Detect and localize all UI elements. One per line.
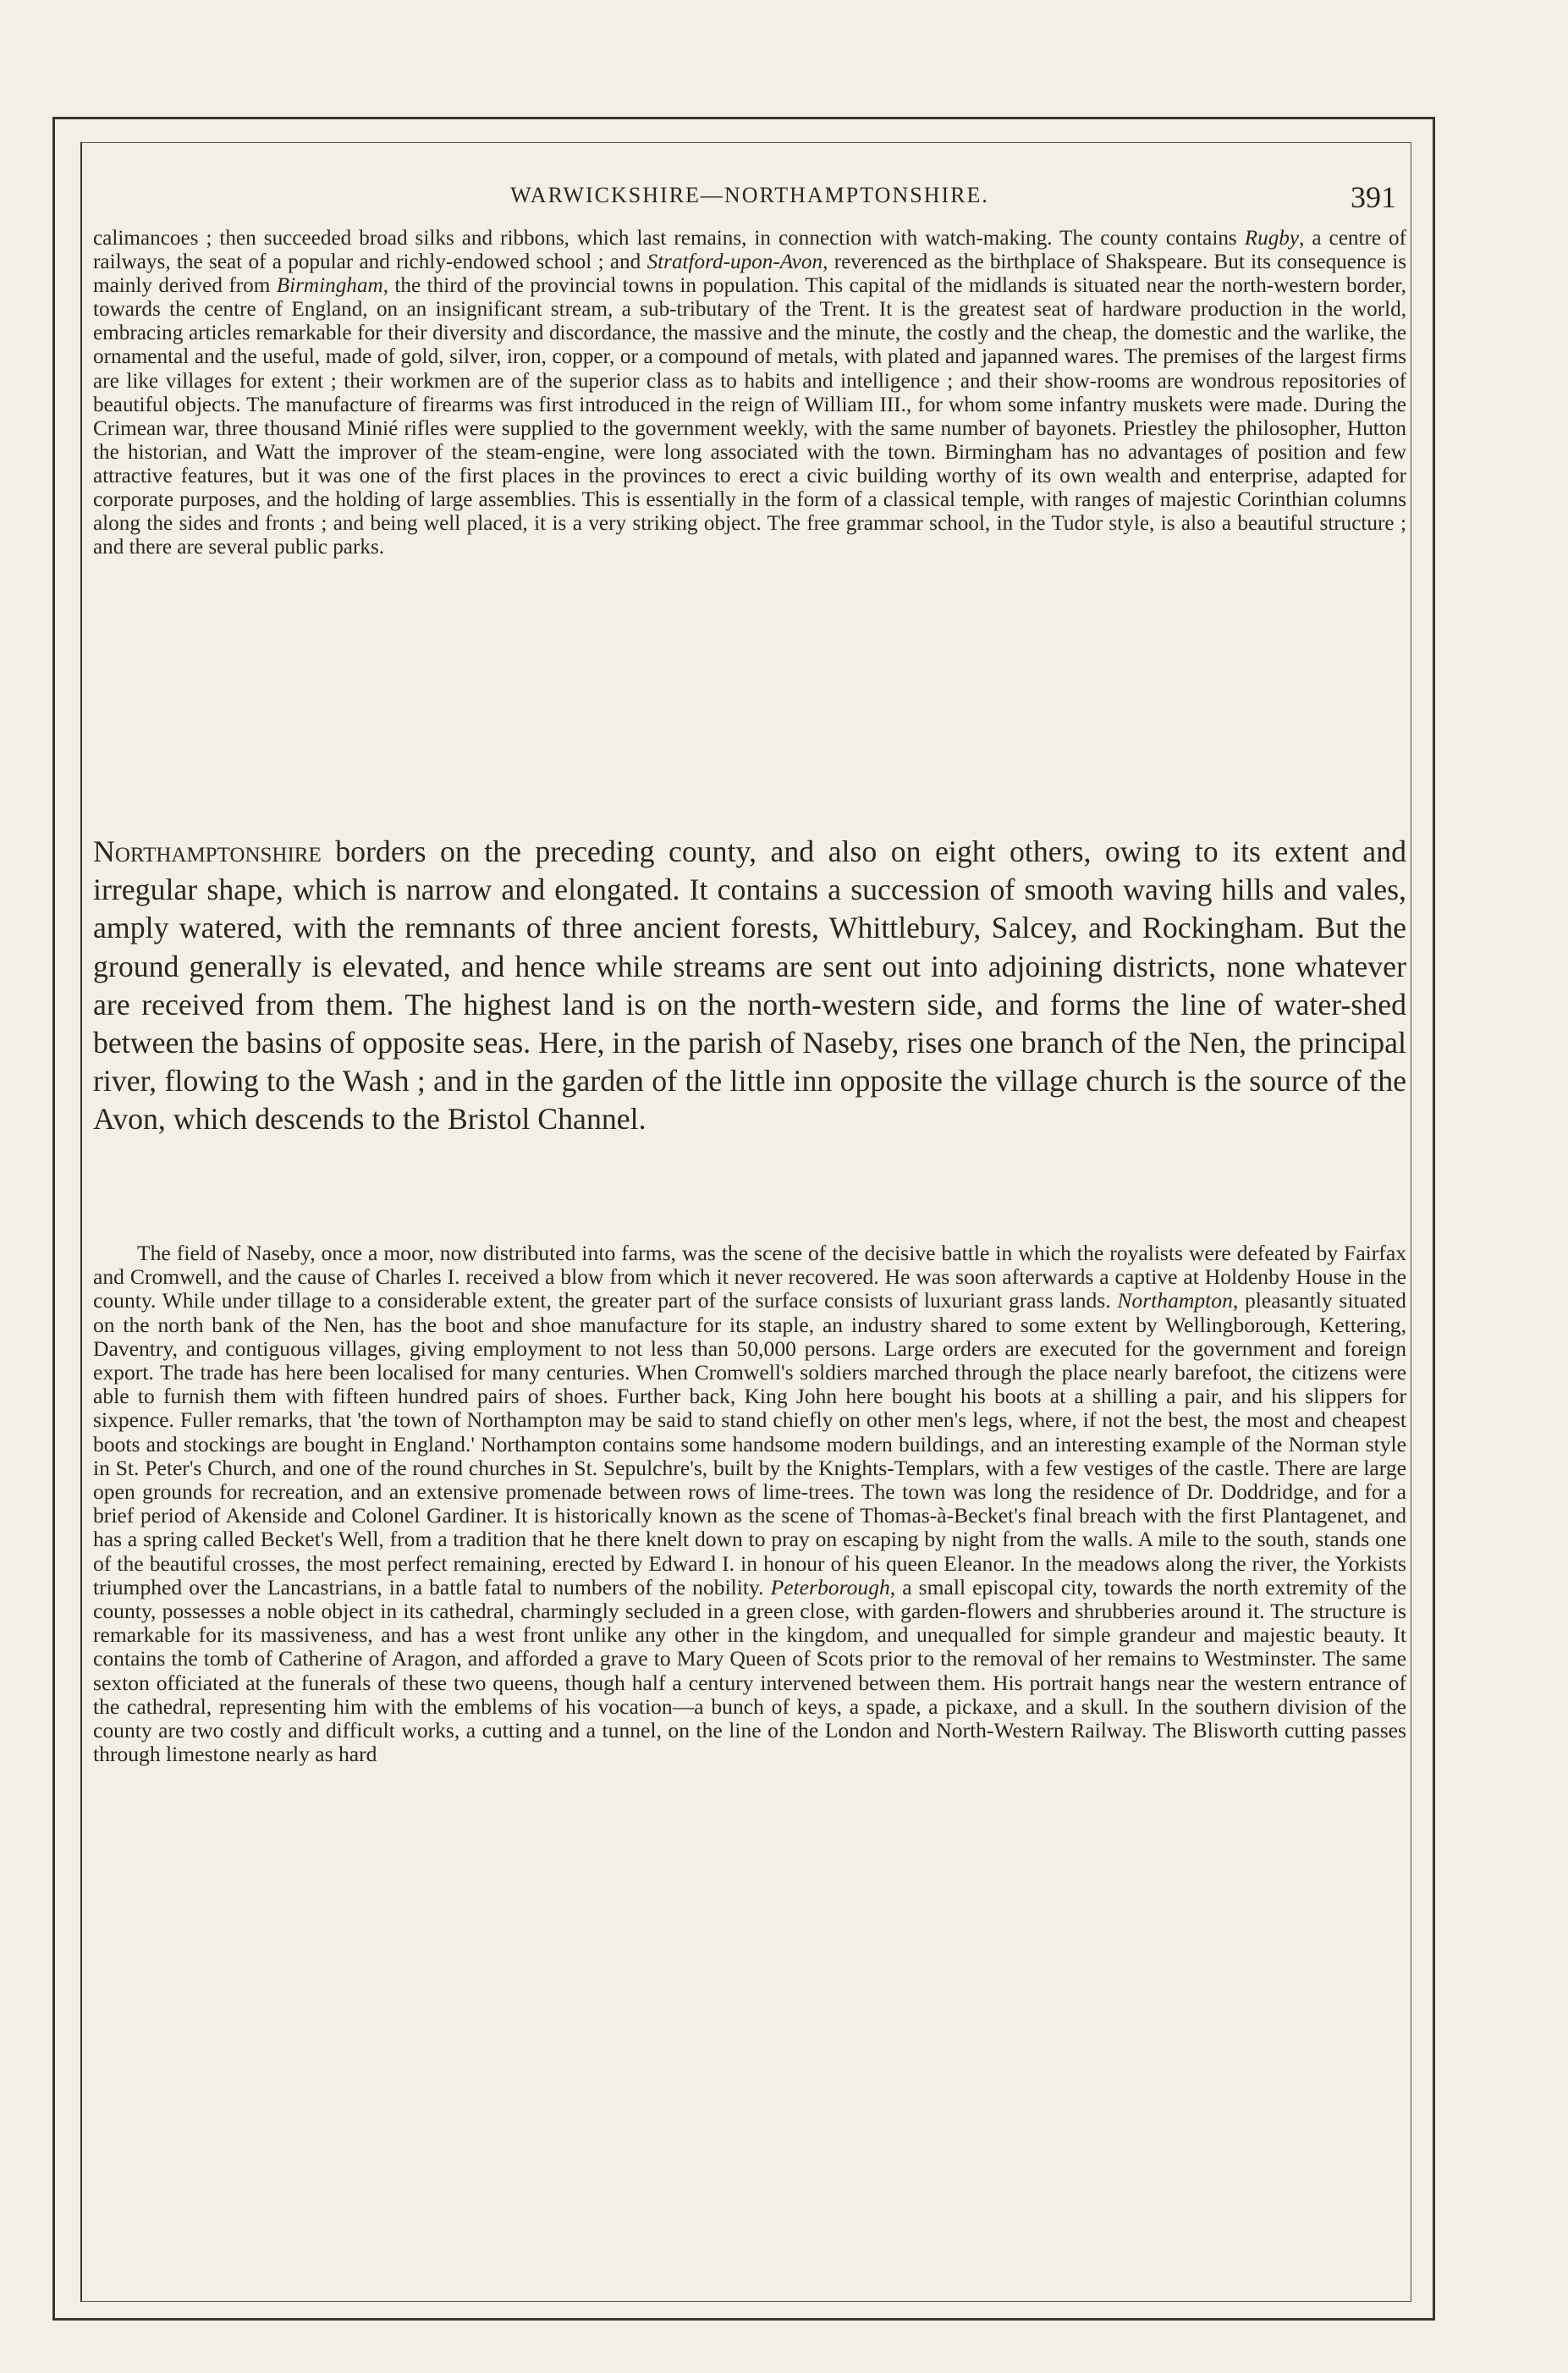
- text-run: calimancoes ; then succeeded broad silks and ribbons, which last remains, in connection with watch-making. The county contains: [93, 227, 1245, 250]
- text-run: , a small episcopal city, towards the north extremity of the county, possesses a noble object in its cathedral, charmingly secluded in a green close, with garden-flowers and shrubberies around it. The structure is remarkable for its massiveness, and has a west front unlike any other in the kingdom, and unequalled for simple grandeur and majestic beauty. It contains the tomb of Catherine of Aragon, and afforded a grave to Mary Queen of Scots prior to the removal of her remains to Westminster. The same sexton officiated at the funerals of these two queens, though half a century intervened between them. His portrait hangs near the western entrance of the cathedral, representing him with the emblems of his vocation—a bunch of keys, a spade, a pickaxe, and a skull. In the southern division of the county are two costly and difficult works, a cutting and a tunnel, on the line of the London and North-Western Railway. The Blisworth cutting passes through limestone nearly as hard: [93, 1574, 1406, 1767]
- place-name-northampton: Northampton: [1117, 1288, 1233, 1313]
- place-name-rugby: Rugby: [1244, 227, 1300, 250]
- text-run: , reverenced as the birthplace of Shakspeare. But its consequence is mainly derived from: [93, 251, 1406, 298]
- text-run: , a centre of railways, the seat of a popular and richly-endowed school ; and: [93, 227, 1406, 274]
- place-name-stratford: Stratford-upon-Avon: [646, 251, 823, 274]
- warwickshire-paragraph: [93, 227, 1406, 559]
- place-name-peterborough: Peterborough: [770, 1574, 890, 1599]
- northamptonshire-detail-paragraph: [93, 1242, 1406, 1766]
- page-number: 391: [1351, 180, 1396, 214]
- northamptonshire-intro-paragraph: [93, 833, 1406, 1139]
- page-header: [93, 179, 1406, 222]
- text-run: , the third of the provincial towns in population. This capital of the midlands is situated near the north-western border, towards the centre of England, on an insignificant stream, a sub-tributary of the Trent. It is the greatest seat of hardware production in the world, embracing articles remarkable for their diversity and discordance, the massive and the minute, the costly and the cheap, the domestic and the warlike, the ornamental and the useful, made of gold, silver, iron, copper, or a compound of metals, with plated and japanned wares. The premises of the largest firms are like villages for extent ; their workmen are of the superior class as to habits and intelligence ; and their show-rooms are wondrous repositories of beautiful objects. The manufacture of firearms was first introduced in the reign of William III., for whom some infantry muskets were made. During the Crimean war, three thousand Minié rifles were supplied to the government weekly, with the same number of bayonets. Priestley the philosopher, Hutton the historian, and Watt the improver of the steam-engine, were long associated with the town. Birmingham has no advantages of position and few attractive features, but it was one of the first places in the provinces to erect a civic building worthy of its own wealth and enterprise, adapted for corporate purposes, and the holding of large assemblies. This is essentially in the form of a classical temple, with ranges of majestic Corinthian columns along the sides and fronts ; and being well placed, it is a very striking object. The free grammar school, in the Tudor style, is also a beautiful structure ; and there are several public parks.: [93, 274, 1406, 559]
- place-name-birmingham: Birmingham: [276, 274, 383, 298]
- text-run: borders on the preceding county, and also on eight others, owing to its extent and irregular shape, which is narrow and elongated. It contains a succession of smooth waving hills and vales, amply watered, with the remnants of three ancient forests, Whittlebury, Salcey, and Rockingham. But the ground generally is elevated, and hence while streams are sent out into adjoining districts, none whatever are received from them. The highest land is on the north-western side, and forms the line of water-shed between the basins of opposite seas. Here, in the parish of Naseby, rises one branch of the Nen, the principal river, flowing to the Wash ; and in the garden of the little inn opposite the village church is the source of the Avon, which descends to the Bristol Channel.: [93, 834, 1406, 1137]
- text-run: The field of Naseby, once a moor, now distributed into farms, was the scene of the decisive battle in which the royalists were defeated by Fairfax and Cromwell, and the cause of Charles I. received a blow from which it never recovered. He was soon afterwards a captive at Holdenby House in the county. While under tillage to a considerable extent, the greater part of the surface consists of luxuriant grass lands.: [93, 1241, 1406, 1313]
- county-name-northamptonshire: Northamptonshire: [93, 834, 322, 868]
- text-run: , pleasantly situated on the north bank of the Nen, has the boot and shoe manufacture for its staple, an industry shared to some extent by Wellingborough, Kettering, Daventry, and contiguous villages, giving employment to not less than 50,000 persons. Large orders are executed for the government and foreign export. The trade has here been localised for many centuries. When Cromwell's soldiers marched through the place nearly barefoot, the citizens were able to furnish them with fifteen hundred pairs of shoes. Further back, King John here bought his boots at a shilling a pair, and his slippers for sixpence. Fuller remarks, that 'the town of Northampton may be said to stand chiefly on other men's legs, where, if not the best, the most and cheapest boots and stockings are bought in England.' Northampton contains some handsome modern buildings, and an interesting example of the Norman style in St. Peter's Church, and one of the round churches in St. Sepulchre's, built by the Knights-Templars, with a few vestiges of the castle. There are large open grounds for recreation, and an extensive promenade between rows of lime-trees. The town was long the residence of Dr. Doddridge, and for a brief period of Akenside and Colonel Gardiner. It is historically known as the scene of Thomas-à-Becket's final breach with the first Plantagenet, and has a spring called Becket's Well, from a tradition that he there knelt down to pray on escaping by night from the walls. A mile to the south, stands one of the beautiful crosses, the most perfect remaining, erected by Edward I. in honour of his queen Eleanor. In the meadows along the river, the Yorkists triumphed over the Lancastrians, in a battle fatal to numbers of the nobility.: [93, 1288, 1406, 1599]
- running-title: WARWICKSHIRE—NORTHAMPTONSHIRE.: [510, 183, 989, 207]
